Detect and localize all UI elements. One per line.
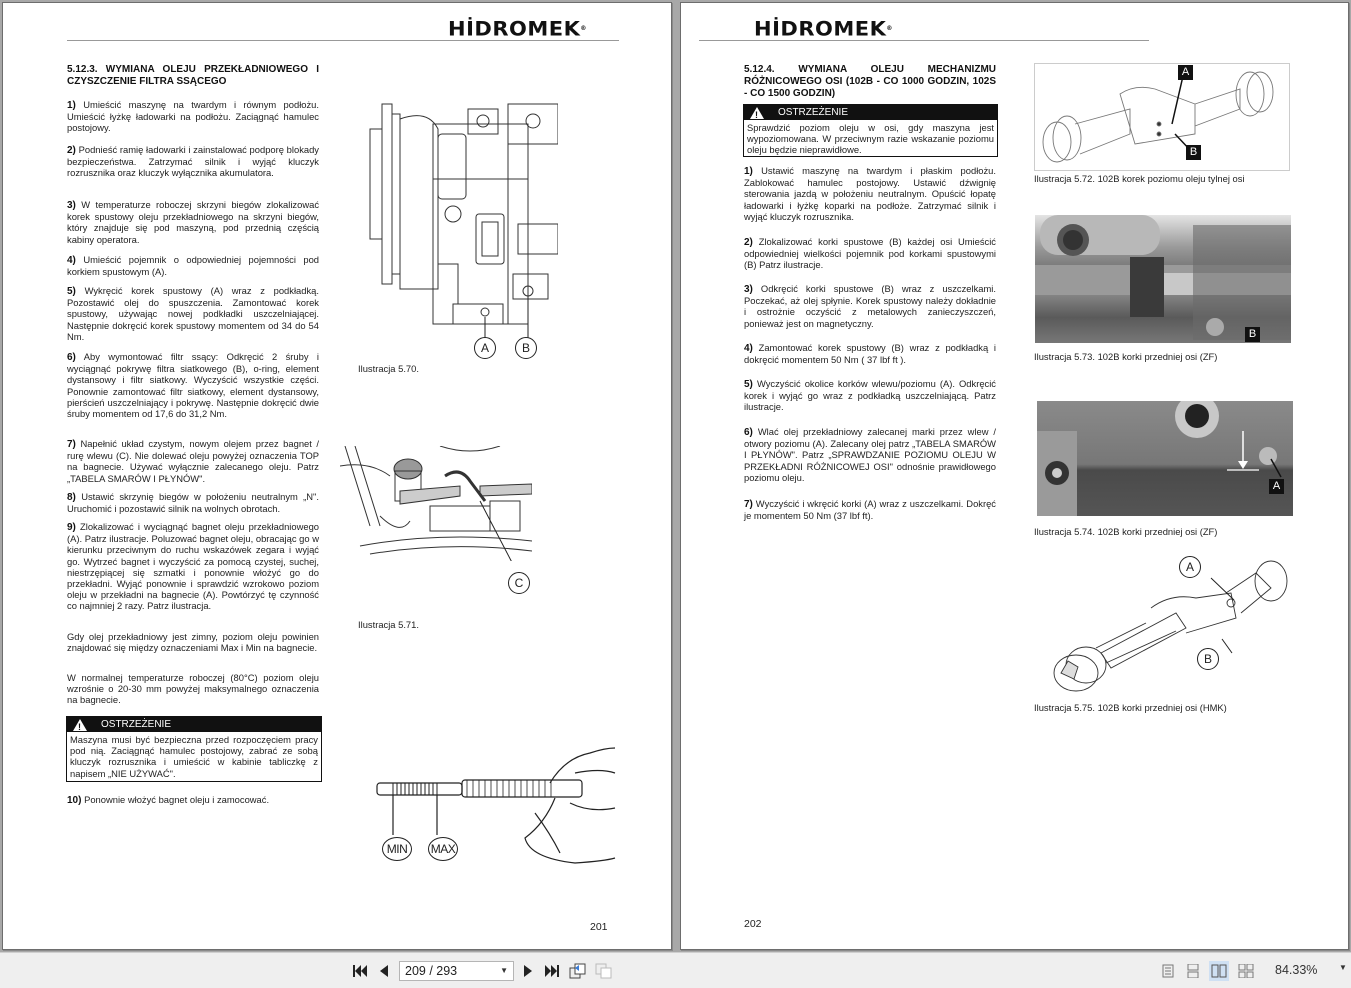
callout-max: MAX bbox=[428, 837, 458, 861]
navigation-toolbar bbox=[0, 952, 1351, 988]
step-7: 7) Napełnić układ czystym, nowym olejem przez bagnet / rurę wlewu (C). Nie dolewać oleju powyżej oznaczenia TOP na bagnecie. Używać wyłącznie zalecanego oleju. Patrz „TABELA SMARÓW I PŁYNÓW". bbox=[67, 438, 319, 484]
step-9: 9) Zlokalizować i wyciągnąć bagnet oleju przekładniowego (A). Patrz ilustracje. Poluzować bagnet oleju, obracając go w kierunku przeciwnym do ruchu wskazówek zegara i wyjąć go. Wytrzeć bagnet i wyczyścić za pomocą czystej, suchej, niestrzępiącej się szmatki i ponownie włożyć go do przekładni. Wyjąć ponownie i sprawdzić wzrokowo poziom oleju w przekładni na bagnecie (A). Powtórzyć tę czynność co najmniej 2 razy. Patrz ilustracja. bbox=[67, 521, 319, 612]
note-cold-oil: Gdy olej przekładniowy jest zimny, poziom oleju powinien znajdować się między oznaczeniami Max i Min na bagnecie. bbox=[67, 631, 319, 654]
page-201 bbox=[2, 2, 672, 950]
step-3: 3) Odkręcić korki spustowe (B) wraz z uszczelkami. Poczekać, aż olej spłynie. Korek spustowy należy dokładnie i ostrożnie oczyścić z metalowych zanieczyszczeń, ponieważ jest on magnetyczny. bbox=[744, 283, 996, 329]
figure-front-axle-hmk bbox=[1046, 553, 1291, 698]
next-page-icon bbox=[524, 965, 532, 977]
previous-view-button[interactable] bbox=[568, 962, 588, 980]
warning-text: Sprawdzić poziom oleju w osi, gdy maszyna jest wypoziomowana. W przeciwnym razie wskazanie poziomu oleju będzie nieprawidłowe. bbox=[747, 122, 994, 156]
warning-box bbox=[66, 716, 322, 782]
callout-a: A bbox=[1179, 556, 1201, 578]
callout-a: A bbox=[474, 337, 496, 359]
note-operating-temp: W normalnej temperaturze roboczej (80°C) poziom oleju wzrośnie o 20-30 mm powyżej maksymalnego oznaczenia na bagnecie. bbox=[67, 672, 319, 706]
step-4: 4) Zamontować korek spustowy (B) wraz z podkładką i dokręcić momentem 50 Nm ( 37 lbf ft ). bbox=[744, 342, 996, 366]
figure-caption-5-74: Ilustracja 5.74. 102B korki przedniej osi (ZF) bbox=[1034, 526, 1218, 537]
warning-header: ! OSTRZEŻENIE bbox=[67, 717, 321, 732]
page-dropdown-icon[interactable]: ▼ bbox=[500, 966, 508, 975]
figure-caption-5-71: Ilustracja 5.71. bbox=[358, 619, 419, 630]
last-page-icon bbox=[545, 965, 559, 977]
next-view-button[interactable] bbox=[594, 962, 614, 980]
hmk-axle-illustration bbox=[1046, 553, 1291, 698]
header-rule bbox=[67, 40, 619, 41]
facing-view-button[interactable] bbox=[1209, 961, 1229, 981]
warning-header: ! OSTRZEŻENIE bbox=[744, 105, 997, 120]
callout-b: B bbox=[1186, 145, 1201, 160]
header-rule bbox=[699, 40, 1149, 41]
step-2: 2) Podnieść ramię ładowarki i zainstalować podporę blokady bezpieczeństwa. Zatrzymać silnik i wyjąć kluczyk rozrusznika oraz kluczyk wyłącznika akumulatora. bbox=[67, 144, 319, 179]
rear-axle-illustration bbox=[1035, 64, 1290, 171]
section-heading: 5.12.4. WYMIANA OLEJU MECHANIZMU RÓŻNICOWEGO OSI (102B - CO 1000 GODZIN, 102S - CO 1500 GODZIN) bbox=[744, 64, 996, 99]
continuous-facing-icon bbox=[1238, 964, 1254, 978]
first-page-button[interactable] bbox=[351, 962, 369, 980]
next-view-icon bbox=[595, 963, 613, 979]
callout-b: B bbox=[1197, 648, 1219, 670]
step-5: 5) Wyczyścić okolice korków wlewu/poziomu (A). Odkręcić korek i wyjąć go wraz z podkładką uszczelniającą. Patrz ilustracje. bbox=[744, 378, 996, 413]
callout-a: A bbox=[1269, 479, 1284, 494]
figure-fill-tube bbox=[340, 446, 532, 561]
continuous-page-icon bbox=[1187, 964, 1199, 978]
continuous-view-button[interactable] bbox=[1183, 961, 1203, 981]
continuous-facing-view-button[interactable] bbox=[1236, 961, 1256, 981]
step-1: 1) Ustawić maszynę na twardym i płaskim podłożu. Zablokować hamulec postojowy. Ustawić dźwignię sterowania jazdą w położeniu neutralnym. Opuścić łopatę ładowarki i łyżkę koparki na podłoże. Zatrzymać silnik i wyjąć kluczyk rozrusznika. bbox=[744, 165, 996, 222]
axle-housing-photo bbox=[1037, 401, 1293, 516]
figure-caption-5-72: Ilustracja 5.72. 102B korek poziomu oleju tylnej osi bbox=[1034, 173, 1245, 184]
step-2: 2) Zlokalizować korki spustowe (B) każdej osi Umieścić odpowiedniej wielkości pojemnik pod korkami spustowymi (B) Patrz ilustracje. bbox=[744, 236, 996, 271]
step-10: 10) Ponownie włożyć bagnet oleju i zamocować. bbox=[67, 794, 270, 806]
callout-min: MIN bbox=[382, 837, 412, 861]
step-8: 8) Ustawić skrzynię biegów w położeniu neutralnym „N". Uruchomić i pozostawić silnik na wolnych obrotach. bbox=[67, 491, 319, 515]
zoom-dropdown-icon[interactable]: ▼ bbox=[1339, 963, 1347, 972]
step-7: 7) Wyczyścić i wkręcić korki (A) wraz z uszczelkami. Dokręć je momentem 50 Nm (37 lbf ft). bbox=[744, 498, 996, 522]
last-page-button[interactable] bbox=[543, 962, 561, 980]
figure-rear-axle bbox=[1034, 63, 1290, 171]
callout-a: A bbox=[1178, 65, 1193, 80]
hidromek-logo: HİDROMEK® bbox=[754, 17, 893, 41]
zoom-level-field[interactable]: 84.33% bbox=[1275, 963, 1318, 977]
figure-caption-5-75: Ilustracja 5.75. 102B korki przedniej osi (HMK) bbox=[1034, 702, 1227, 713]
single-page-icon bbox=[1162, 964, 1174, 978]
warning-triangle-icon bbox=[750, 107, 764, 119]
engine-bay-illustration bbox=[340, 446, 532, 561]
figure-caption-5-73: Ilustracja 5.73. 102B korki przedniej osi (ZF) bbox=[1034, 351, 1218, 362]
step-5: 5) Wykręcić korek spustowy (A) wraz z podkładką. Pozostawić olej do spuszczenia. Zamontować korek spustowy, używając nowej podkładki uszczelniającej. Następnie dokręcić korek spustowy momentem od 34 do 54 Nm. bbox=[67, 285, 319, 342]
previous-page-icon bbox=[380, 965, 388, 977]
page-202 bbox=[680, 2, 1349, 950]
page-number-field[interactable]: 209 / 293 ▼ bbox=[399, 961, 514, 981]
callout-c: C bbox=[508, 572, 530, 594]
step-3: 3) W temperaturze roboczej skrzyni biegów zlokalizować korek spustowy oleju przekładniowego na skrzyni biegów, który znajduje się pod maszyną, pod przednią częścią kabiny operatora. bbox=[67, 199, 320, 245]
figure-front-axle-zf-photo-2 bbox=[1037, 401, 1293, 516]
figure-transmission-diagram bbox=[358, 99, 558, 359]
facing-pages-icon bbox=[1211, 964, 1227, 978]
warning-text: Maszyna musi być bezpieczna przed rozpoczęciem pracy pod nią. Zaciągnąć hamulec postojowy, zabrać ze sobą kluczyk rozrusznika i umieścić w kabinie tabliczkę z napisem „NIE UŻYWAĆ". bbox=[70, 734, 318, 779]
callout-b: B bbox=[515, 337, 537, 359]
page-number: 201 bbox=[590, 921, 608, 933]
step-4: 4) Umieścić pojemnik o odpowiedniej pojemności pod korkiem spustowym (A). bbox=[67, 254, 320, 278]
warning-triangle-icon bbox=[73, 719, 87, 731]
callout-b: B bbox=[1245, 327, 1260, 342]
warning-box bbox=[743, 104, 998, 157]
transmission-illustration bbox=[358, 99, 558, 359]
section-heading: 5.12.3. WYMIANA OLEJU PRZEKŁADNIOWEGO I CZYSZCZENIE FILTRA SSĄCEGO bbox=[67, 64, 319, 87]
single-page-view-button[interactable] bbox=[1158, 961, 1178, 981]
previous-page-button[interactable] bbox=[377, 962, 391, 980]
hidromek-logo: HİDROMEK® bbox=[448, 17, 587, 41]
front-axle-photo bbox=[1035, 215, 1291, 343]
figure-front-axle-zf-photo bbox=[1035, 215, 1291, 343]
step-1: 1) Umieścić maszynę na twardym i równym podłożu. Umieścić łyżkę ładowarki na podłożu. Zaciągnąć hamulec postojowy. bbox=[67, 99, 320, 134]
previous-view-icon bbox=[569, 963, 587, 979]
next-page-button[interactable] bbox=[521, 962, 535, 980]
first-page-icon bbox=[353, 965, 367, 977]
figure-caption-5-70: Ilustracja 5.70. bbox=[358, 363, 419, 374]
step-6: 6) Wlać olej przekładniowy zalecanej marki przez wlew / otwory poziomu (A). Zalecany olej patrz „TABELA SMARÓW I PŁYNÓW". Patrz „SPRAWDZANIE POZIOMU OLEJU W PRZEKŁADNI RÓŻNICOWEJ OSI" odnośnie prawidłowego poziomu oleju. bbox=[744, 426, 996, 483]
step-6: 6) Aby wymontować filtr ssący: Odkręcić 2 śruby i wyciągnąć pokrywę filtra siatkowego (B), o-ring, element dystansowy i filtr siatkowy. Wyczyścić wszystkie części. Ponownie zamontować filtr siatkowy, element dystansowy, pierścień uszczelniający i pokrywę. Następnie dokręcić dwie śruby momentem od 17,6 do 31,2 Nm. bbox=[67, 351, 319, 420]
page-number: 202 bbox=[744, 918, 762, 930]
